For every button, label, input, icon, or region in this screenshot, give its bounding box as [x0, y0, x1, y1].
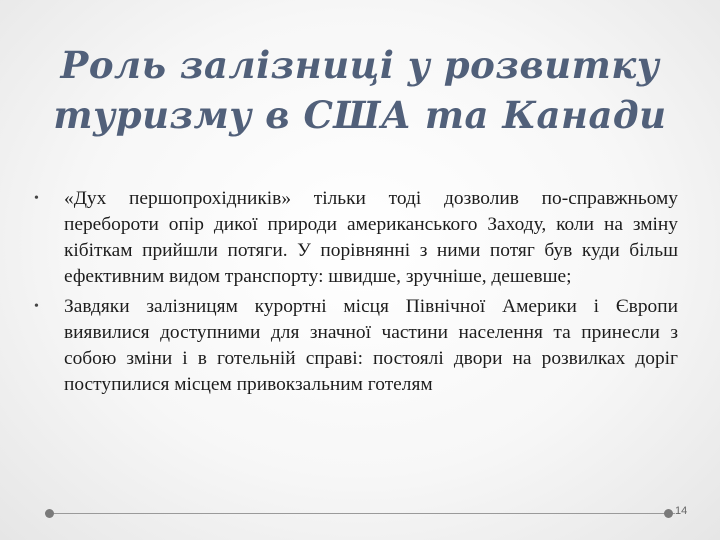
bullet-marker: • — [34, 299, 39, 314]
title-line-2: туризму в США та Канади — [53, 93, 667, 137]
footer-right-dot-icon — [664, 509, 673, 518]
bullet-text-2: Завдяки залізницям курортні місця Північної Америки і Європи виявилися доступними для значної частини населення та принесли з собою зміни і в готельній справі: постоялі двори на розвилках доріг поступилися місцем привокзальним готелям — [64, 296, 678, 395]
slide-title — [20, 40, 700, 140]
title-line-1: Роль залізниці у розвитку — [60, 43, 660, 87]
bullet-item-1 — [34, 186, 678, 290]
footer-divider — [45, 513, 675, 514]
bullet-list — [34, 186, 678, 402]
footer-left-dot-icon — [45, 509, 54, 518]
bullet-item-2 — [34, 294, 678, 398]
page-number: 14 — [675, 505, 688, 517]
bullet-text-1: «Дух першопрохідників» тільки тоді дозволив по-справжньому перебороти опір дикої природи американського Заходу, коли на зміну кібіткам прийшли потяги. У порівнянні з ними потяг був куди більш ефективним видом транспорту: швидше, зручніше, дешевше; — [64, 188, 678, 287]
bullet-marker: • — [34, 191, 39, 206]
